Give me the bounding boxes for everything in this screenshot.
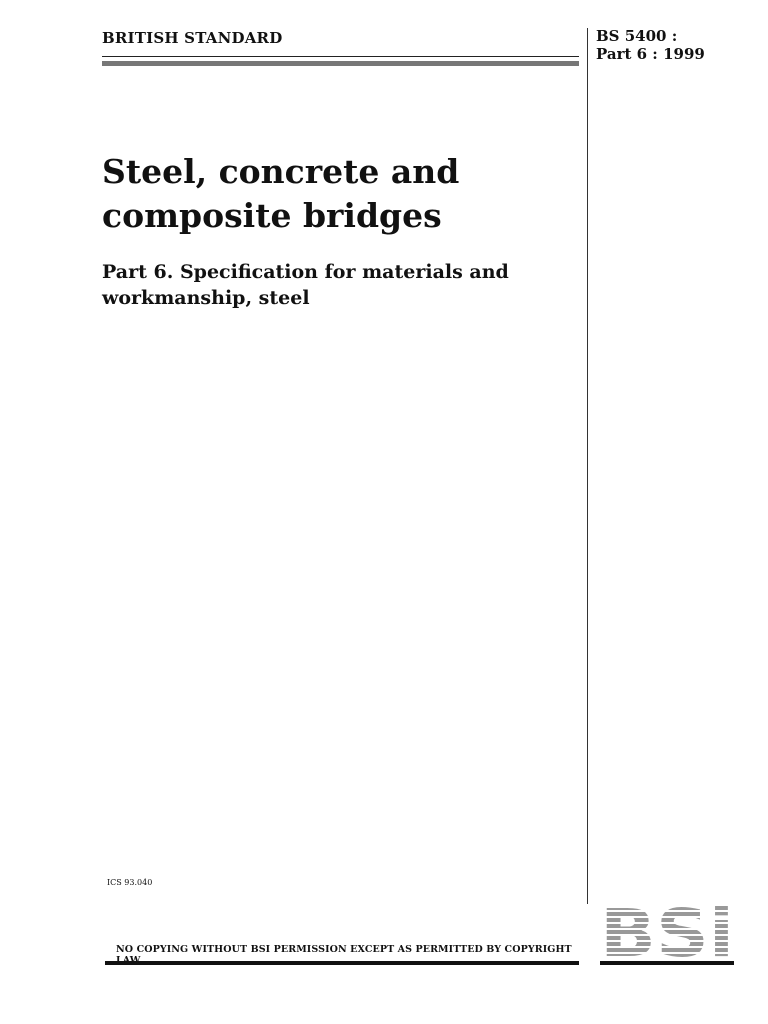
document-title [102, 150, 562, 238]
header-rule-thin [102, 56, 579, 57]
ics-code: ICS 93.040 [107, 878, 153, 887]
standard-number-line1: BS 5400 : [596, 27, 678, 45]
bsi-logo-icon [600, 906, 734, 958]
vertical-divider [587, 28, 588, 904]
footer-rule [105, 961, 579, 965]
document-subtitle-line2: workmanship, steel [102, 287, 310, 309]
footer-rule-logo [600, 961, 734, 965]
copyright-notice: NO COPYING WITHOUT BSI PERMISSION EXCEPT AS PERMITTED BY COPYRIGHT [116, 944, 572, 955]
standard-number [596, 27, 705, 63]
standard-number-line2: Part 6 : 1999 [596, 45, 705, 63]
document-subtitle-line1: Part 6. Specification for materials and [102, 261, 509, 283]
document-subtitle [102, 259, 562, 311]
header-label: BRITISH STANDARD [102, 29, 283, 47]
document-title-line1: Steel, concrete and [102, 152, 460, 191]
document-title-line2: composite bridges [102, 196, 442, 235]
header-rule-thick [102, 61, 579, 66]
